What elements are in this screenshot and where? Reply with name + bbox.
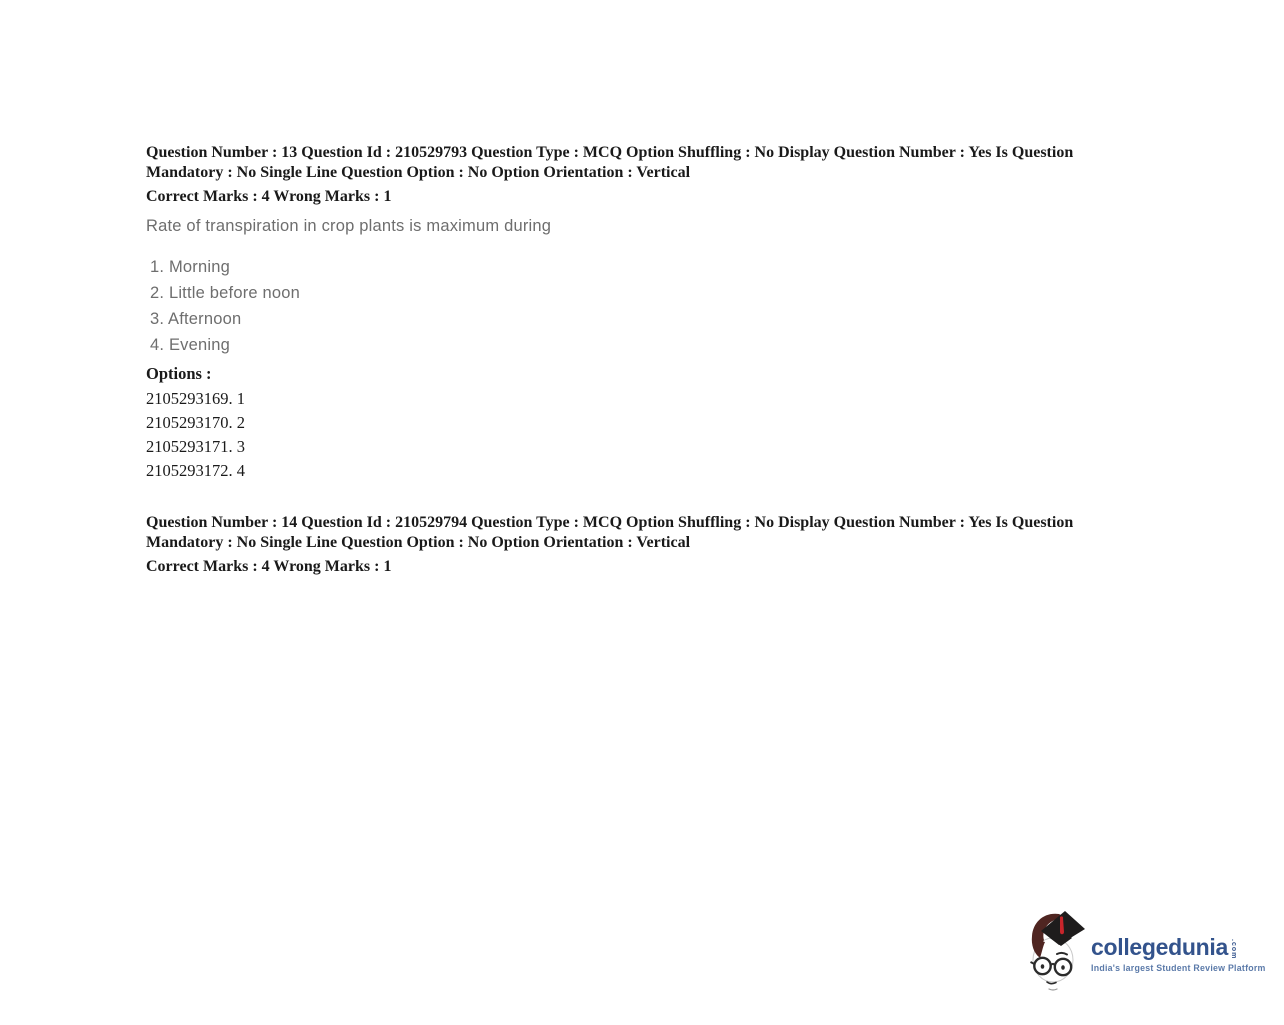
question-marks: Correct Marks : 4 Wrong Marks : 1 (146, 188, 392, 205)
option-id-3: 2105293171. 3 (146, 437, 245, 456)
brand-tagline: India's largest Student Review Platform (1091, 963, 1266, 973)
choice-item-4: 4. Evening (150, 336, 230, 354)
question-meta-line-1: Question Number : 14 Question Id : 210529794 Question Type : MCQ Option Shuffling : No Display Question Number : Yes Is Question (146, 514, 1074, 531)
option-id-1: 2105293169. 1 (146, 389, 245, 408)
question-text: Rate of transpiration in crop plants is maximum during (146, 217, 552, 235)
choice-item-1: 1. Morning (150, 258, 230, 276)
brand-tld: .com (1229, 939, 1237, 960)
question-meta-line-1: Question Number : 13 Question Id : 210529793 Question Type : MCQ Option Shuffling : No Display Question Number : Yes Is Question (146, 144, 1074, 161)
brand-row (1091, 935, 1266, 959)
question-14-block (146, 513, 1266, 577)
logo-text (1091, 910, 1266, 973)
collegedunia-logo (1028, 910, 1266, 992)
question-meta-line-2: Mandatory : No Single Line Question Option : No Option Orientation : Vertical (146, 164, 691, 181)
question-meta-line-2: Mandatory : No Single Line Question Option : No Option Orientation : Vertical (146, 534, 691, 551)
option-id-2: 2105293170. 2 (146, 413, 245, 432)
options-label: Options : (146, 364, 212, 383)
graduate-mascot-icon (1028, 910, 1086, 992)
option-id-list (146, 387, 1266, 483)
question-13-block (146, 143, 1266, 483)
brand-name: collegedunia (1091, 934, 1228, 960)
questions-area (146, 143, 1266, 577)
option-id-4: 2105293172. 4 (146, 461, 245, 480)
choice-item-3: 3. Afternoon (150, 310, 242, 328)
choice-list (150, 254, 1266, 358)
question-marks: Correct Marks : 4 Wrong Marks : 1 (146, 558, 392, 575)
choice-item-2: 2. Little before noon (150, 284, 301, 302)
